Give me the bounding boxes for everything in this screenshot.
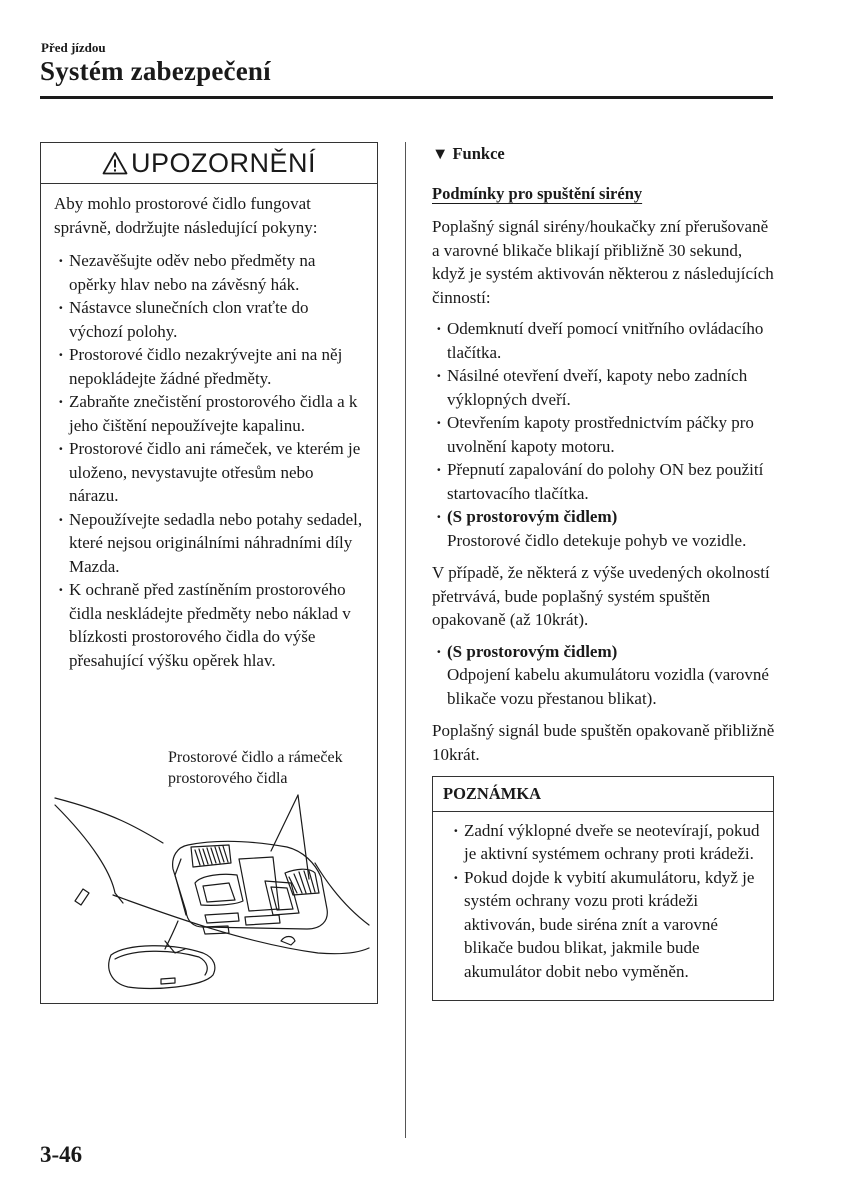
list-item: · Otevřením kapoty prostřednictvím páčky pro uvolnění kapoty motoru. [432, 411, 777, 458]
warning-intro: Aby mohlo prostorové čidlo fungovat správně, dodržujte následující pokyny: [54, 194, 318, 237]
siren-heading: Podmínky pro spuštění sirény [432, 183, 643, 203]
note-title: POZNÁMKA [433, 777, 773, 812]
warning-body [41, 184, 377, 672]
warning-header [41, 143, 377, 184]
note-box [432, 776, 774, 1001]
warning-list [54, 249, 365, 672]
page-number: 3-46 [40, 1142, 83, 1167]
list-item: · Nástavce slunečních clon vraťte do výchozí polohy. [54, 296, 365, 343]
list-item: · Nepoužívejte sedadla nebo potahy sedadel, které nejsou originálními náhradními díly Mazda. [54, 508, 365, 579]
list-item: · Přepnutí zapalování do polohy ON bez použití startovacího tlačítka. [432, 458, 777, 505]
list-item: · K ochraně před zastíněním prostorového čidla neskládejte předměty nebo náklad v blízkosti prostorového čidla do výše přesahující výšku opěrek hlav. [54, 578, 365, 672]
list-item: · Pokud dojde k vybití akumulátoru, když je systém ochrany vozu proti krádeži aktivován, bude siréna znít a varovné blikače budou blikat, jakmile bude akumulátor dobit nebo vyměněn. [449, 866, 763, 984]
note-body [433, 812, 773, 1001]
figure-caption-line: Prostorové čidlo a rámeček [168, 749, 343, 766]
siren-intro: Poplašný signál sirény/houkačky zní přerušovaně a varovné blikače blikají přibližně 30 sekund, když je systém aktivován některou z následujících činností: [432, 217, 774, 307]
battery-list [432, 640, 777, 711]
column-divider [405, 142, 406, 1138]
repeat-text: V případě, že některá z výše uvedených okolností přetrvává, bude poplašný systém spuštěn opakovaně (až 10krát). [432, 563, 770, 629]
actions-list [432, 317, 777, 552]
note-list [449, 819, 763, 984]
list-item: · Zabraňte znečistění prostorového čidla a k jeho čištění nepoužívejte kapalinu. [54, 390, 365, 437]
function-heading: ▼ Funkce [432, 144, 505, 163]
figure-caption-line: prostorového čidla [168, 770, 288, 787]
repeat-10-text: Poplašný signál bude spuštěn opakovaně přibližně 10krát. [432, 721, 775, 764]
right-column [432, 142, 777, 1001]
figure-caption [168, 747, 343, 789]
list-item: · Odemknutí dveří pomocí vnitřního ovládacího tlačítka. [432, 317, 777, 364]
list-item: · Prostorové čidlo nezakrývejte ani na něj nepokládejte žádné předměty. [54, 343, 365, 390]
warning-box [40, 142, 378, 1004]
title-rule [40, 96, 773, 99]
bold-qualifier: · (S prostorovým čidlem) [447, 641, 618, 661]
list-item: · (S prostorovým čidlem) Prostorové čidlo detekuje pohyb ve vozidle. [432, 505, 777, 552]
list-item: · Násilné otevření dveří, kapoty nebo zadních výklopných dveří. [432, 364, 777, 411]
warning-triangle-icon [102, 151, 128, 175]
list-item: · Nezavěšujte oděv nebo předměty na opěrky hlav nebo na závěsný hák. [54, 249, 365, 296]
section-label: Před jízdou [41, 40, 106, 55]
list-item: · Prostorové čidlo ani rámeček, ve kterém je uloženo, nevystavujte otřesům nebo nárazu. [54, 437, 365, 508]
list-item: · Zadní výklopné dveře se neotevírají, pokud je aktivní systémem ochrany proti krádeži. [449, 819, 763, 866]
page-title: Systém zabezpečení [40, 56, 271, 86]
sensor-figure [53, 743, 371, 993]
warning-title: UPOZORNĚNÍ [130, 147, 316, 178]
bold-qualifier: · (S prostorovým čidlem) [447, 507, 618, 526]
list-item: · (S prostorovým čidlem) Odpojení kabelu akumulátoru vozidla (varovné blikače vozu přestanou blikat). [432, 640, 777, 711]
